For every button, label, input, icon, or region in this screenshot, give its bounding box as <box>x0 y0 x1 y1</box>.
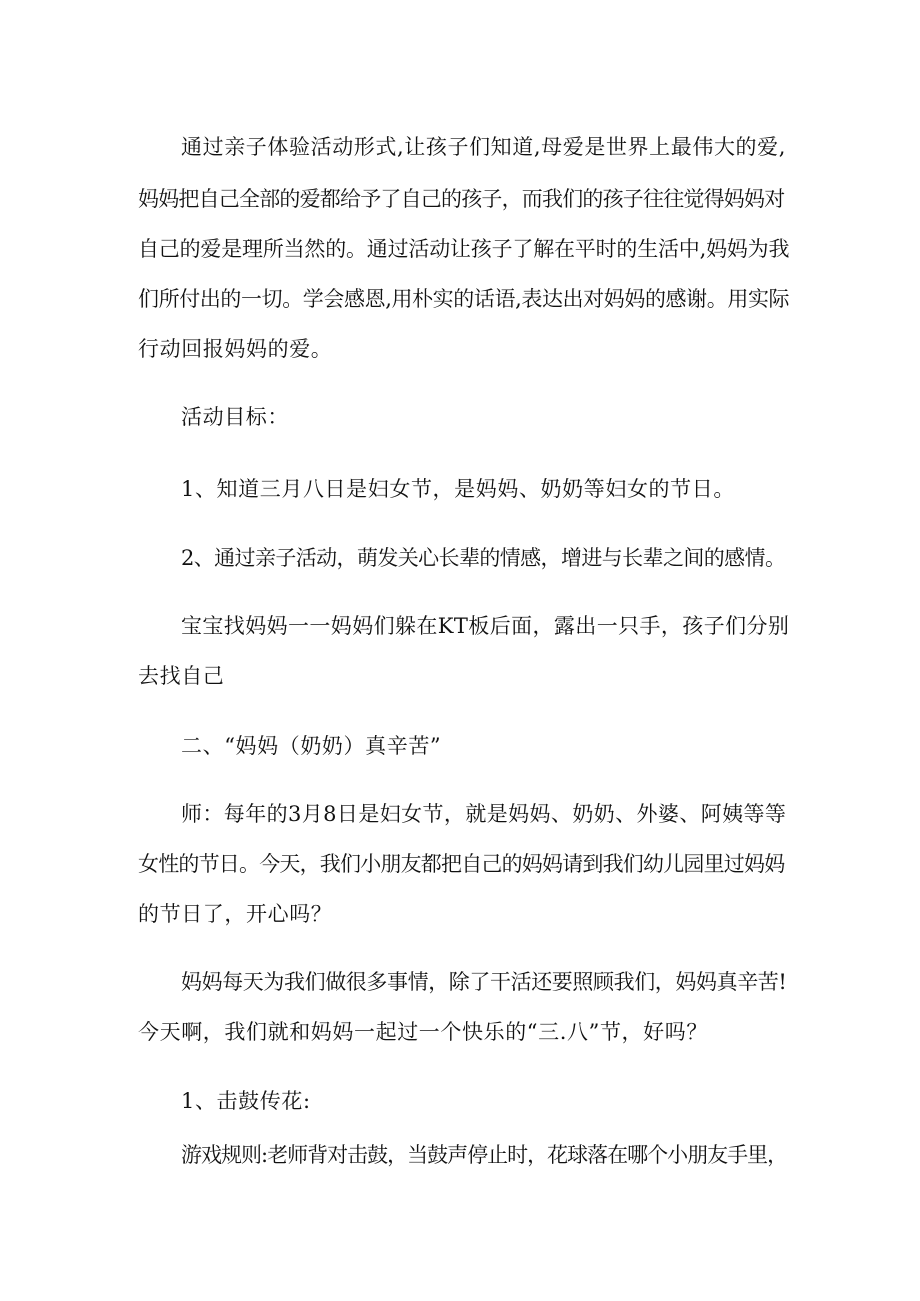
goals-heading: 活动目标： <box>181 405 289 429</box>
game-heading: 1、击鼓传花: <box>181 1089 311 1113</box>
paragraph-line: 去找自己 <box>138 664 225 688</box>
paragraph-line: 妈妈把自己全部的爱都给予了自己的孩子，而我们的孩子往往觉得妈妈对 <box>138 187 785 211</box>
paragraph-line: 师：每年的3月8日是妇女节，就是妈妈、奶奶、外婆、阿姨等等 <box>181 802 787 826</box>
paragraph-line: 妈妈每天为我们做很多事情，除了干活还要照顾我们，妈妈真辛苦! <box>181 970 787 994</box>
section-heading: 二、“妈妈（奶奶）真辛苦” <box>181 734 442 758</box>
paragraph-line: 的节日了，开心吗？ <box>138 902 333 926</box>
paragraph-line: 行动回报妈妈的爱。 <box>138 337 333 361</box>
goal-item: 2、通过亲子活动，萌发关心长辈的情感，增进与长辈之间的感情。 <box>181 546 786 570</box>
paragraph-line: 自己的爱是理所当然的。通过活动让孩子了解在平时的生活中,妈妈为我 <box>138 237 790 261</box>
game-rules: 游戏规则:老师背对击鼓，当鼓声停止时，花球落在哪个小朋友手里， <box>181 1143 788 1167</box>
paragraph-line: 今天啊，我们就和妈妈一起过一个快乐的“三.八”节，好吗？ <box>138 1020 708 1044</box>
goal-item: 1、知道三月八日是妇女节，是妈妈、奶奶等妇女的节日。 <box>181 477 735 501</box>
paragraph-line: 女性的节日。今天，我们小朋友都把自己的妈妈请到我们幼儿园里过妈妈 <box>138 852 785 876</box>
paragraph-line: 通过亲子体验活动形式,让孩子们知道,母爱是世界上最伟大的爱, <box>181 135 787 159</box>
paragraph-line: 宝宝找妈妈一一妈妈们躲在KT板后面，露出一只手，孩子们分别 <box>181 614 790 638</box>
paragraph-line: 们所付出的一切。学会感恩,用朴实的话语,表达出对妈妈的感谢。用实际 <box>138 287 790 311</box>
